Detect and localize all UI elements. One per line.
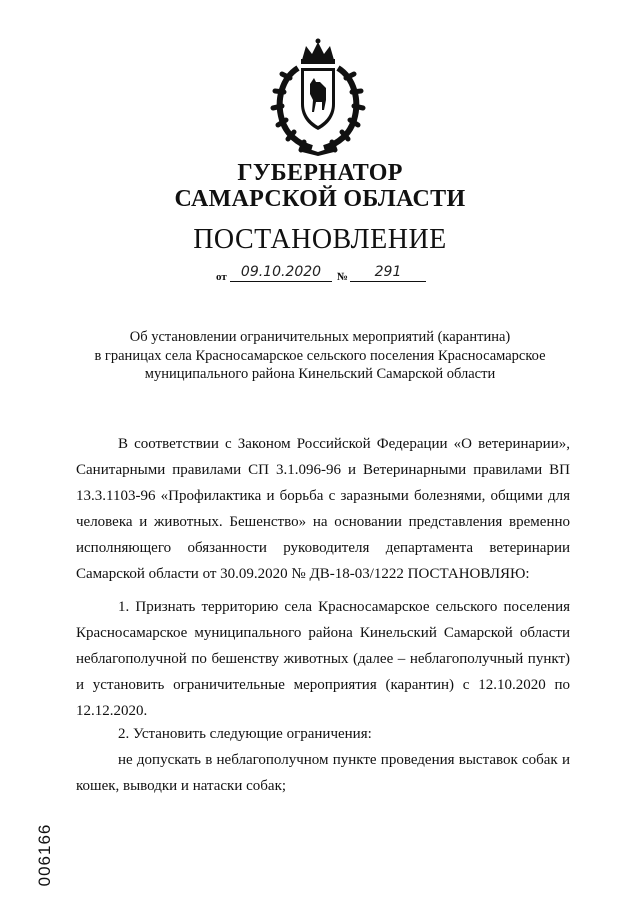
number-prefix: № (337, 271, 349, 283)
serial-stamp (32, 820, 58, 890)
body-paragraph-restriction: не допускать в неблагополучном пункте проведения выставок собак и кошек, выводки и натаски собак; (76, 752, 570, 794)
subject-line1: Об установлении ограничительных мероприятий (карантина) (129, 329, 511, 345)
serial-number: 006166 (35, 823, 54, 887)
date-prefix: от (216, 271, 227, 283)
body-paragraph-item-2: 2. Установить следующие ограничения: (118, 726, 372, 742)
document-type: ПОСТАНОВЛЕНИЕ (193, 224, 447, 255)
coat-of-arms-icon (268, 38, 368, 156)
body-paragraph-item-1: 1. Признать территорию села Красносамарское сельского поселения Красносамарское муниципального района Кинельский Самарской области неблагополучной по бешенству животных (далее – неблагополучный пункт) и установить ограничительные мероприятия (карантин) с 12.10.2020 по 12.12.2020. (76, 599, 570, 719)
date-number-row (216, 263, 436, 285)
subject-line2: в границах села Красносамарское сельского поселения Красносамарское (94, 347, 546, 364)
handwritten-number: 291 (350, 263, 426, 282)
handwritten-date: 09.10.2020 (230, 263, 332, 282)
subject-line3: муниципального района Кинельский Самарской области (144, 366, 496, 382)
body-paragraph-preamble: В соответствии с Законом Российской Федерации «О ветеринарии», Санитарными правилами СП 3.1.096-96 и Ветеринарными правилами ВП 13.3.1103-96 «Профилактика и борьба с заразными болезнями, общими для человека и животных. Бешенство» на основании представления временно исполняющего обязанности руководителя департамента ветеринарии Самарской области от 30.09.2020 № ДВ-18-03/1222 ПОСТАНОВЛЯЮ: (76, 436, 570, 582)
document-subject (0, 328, 640, 384)
org-title-line1: ГУБЕРНАТОР (237, 160, 403, 186)
org-title-line2: САМАРСКОЙ ОБЛАСТИ (174, 186, 466, 212)
